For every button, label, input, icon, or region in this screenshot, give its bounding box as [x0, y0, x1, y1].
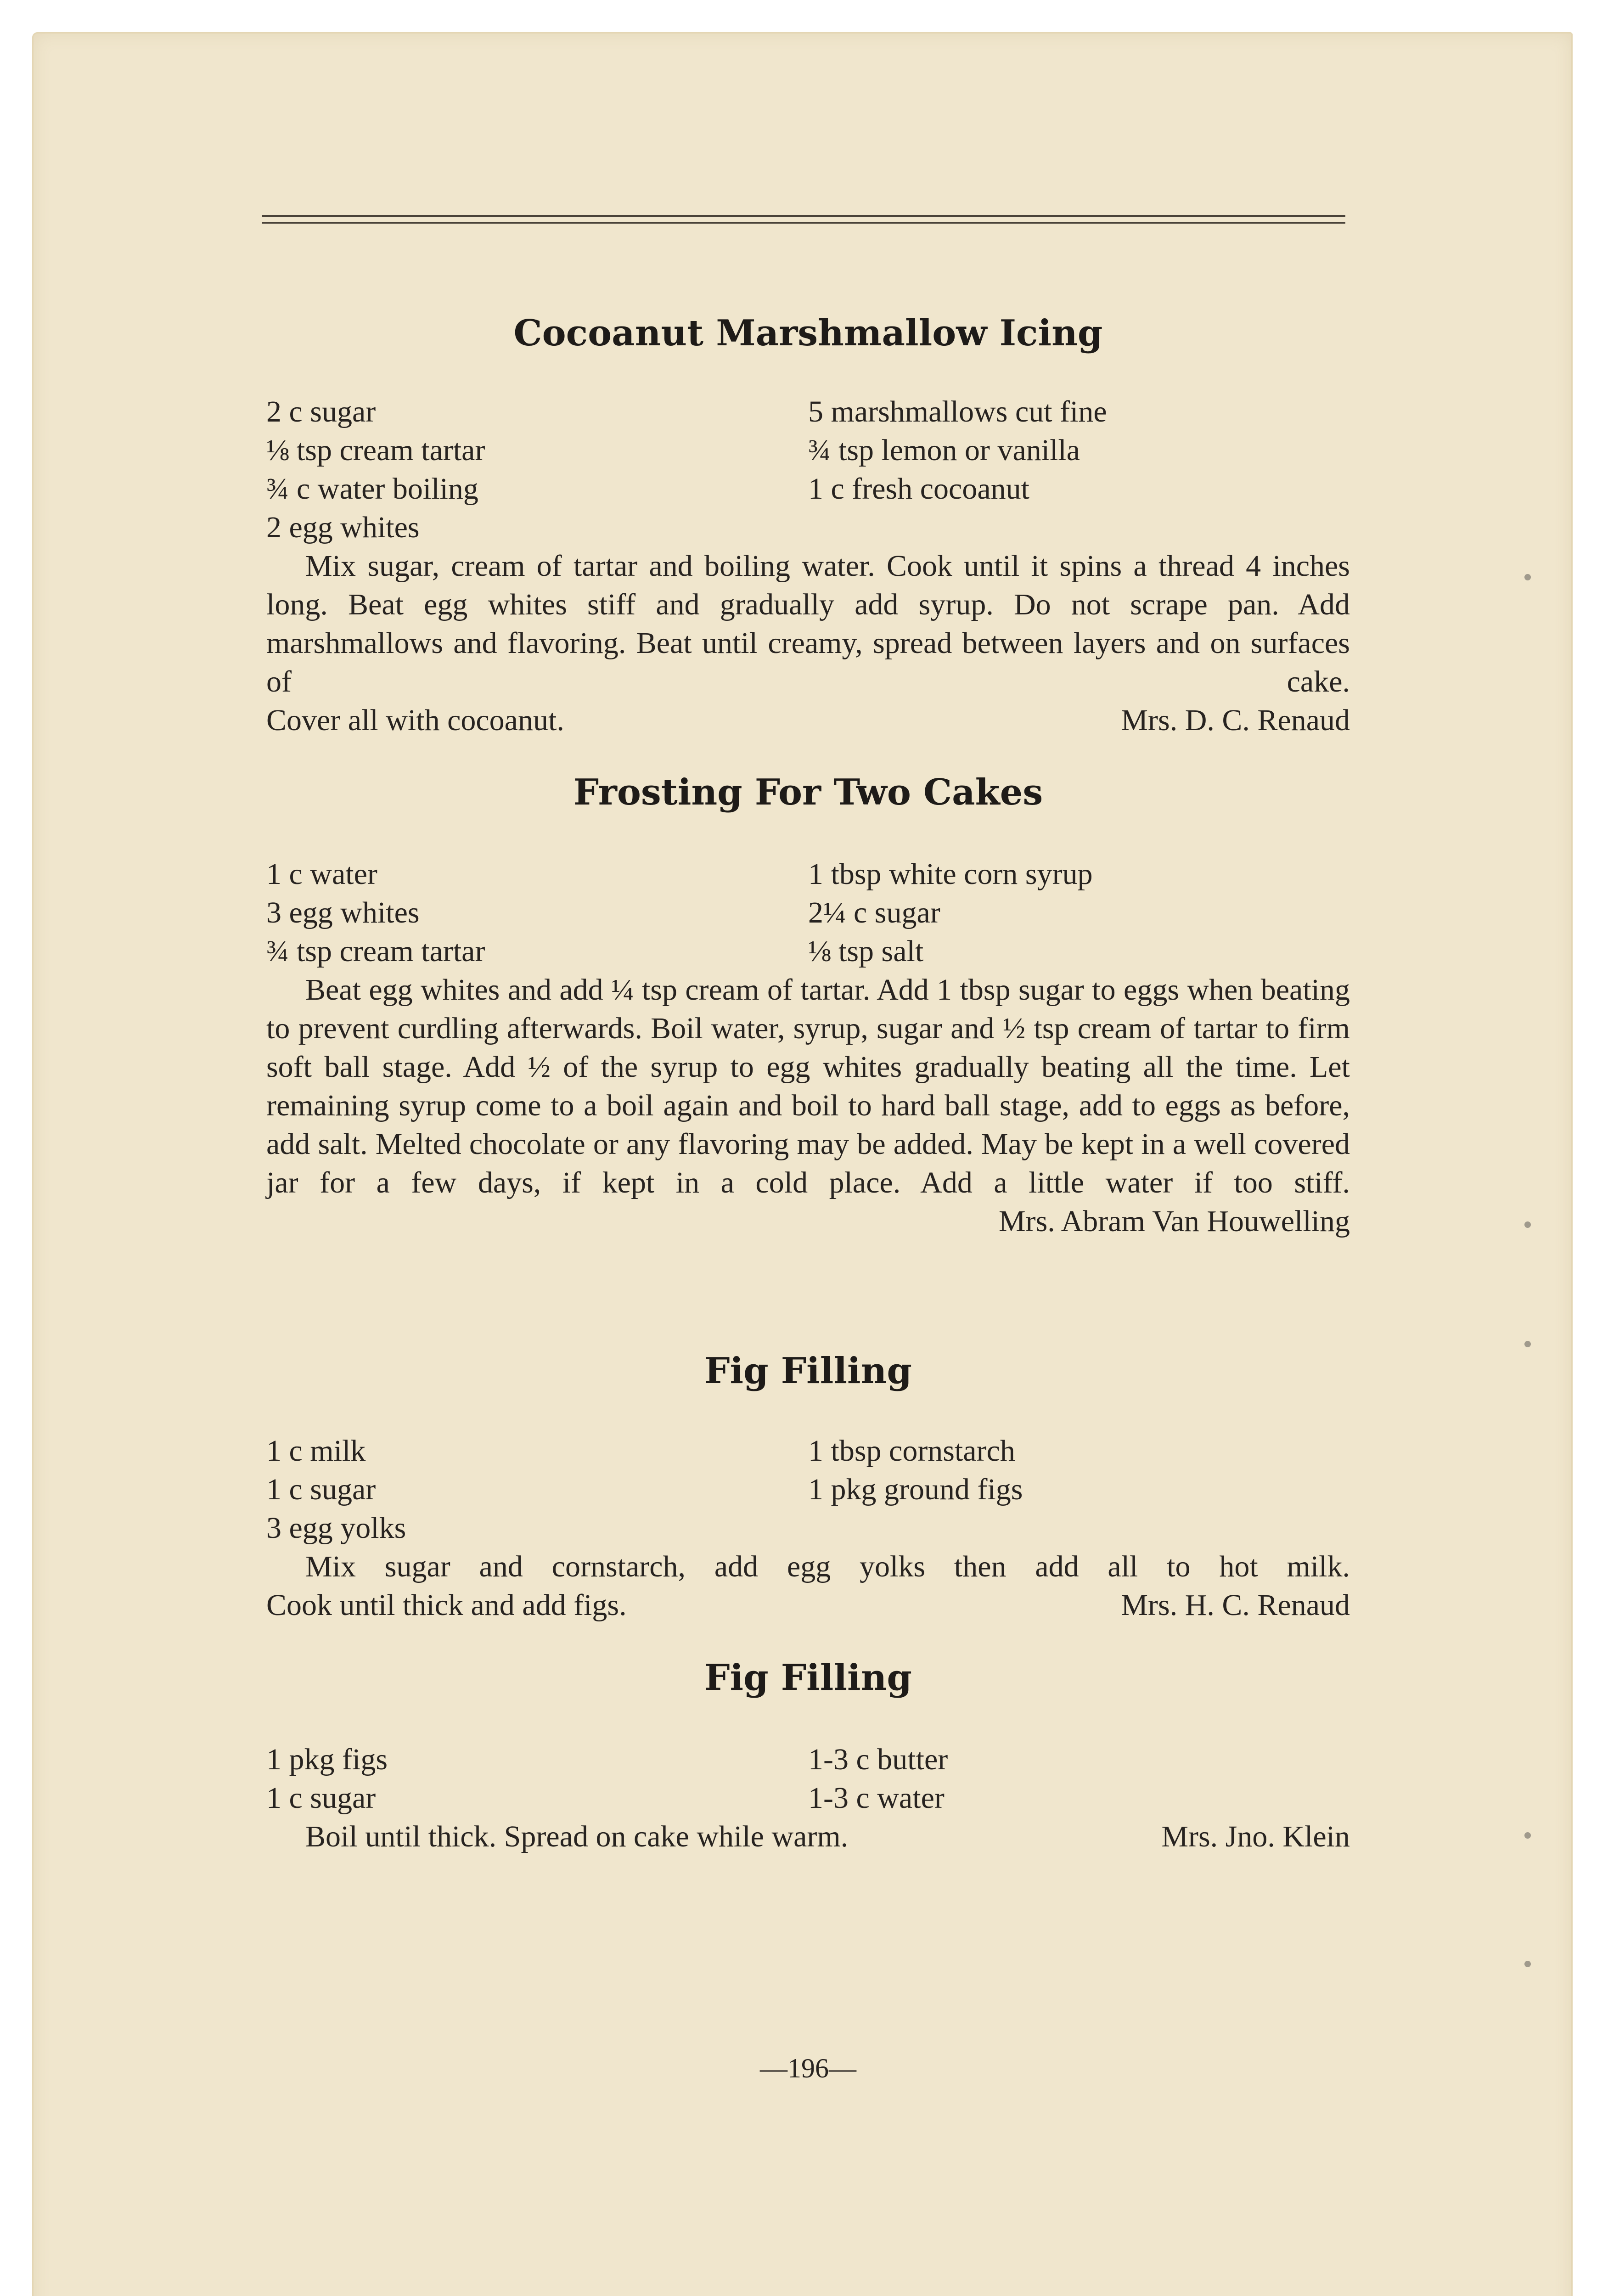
ingredient-list — [266, 855, 1350, 971]
ingredient: ¾ c water boiling — [266, 472, 478, 506]
recipe-author: Mrs. D. C. Renaud — [1121, 703, 1350, 737]
ingredient: ¾ tsp lemon or vanilla — [808, 433, 1080, 467]
ingredient: 1 c sugar — [266, 1473, 376, 1506]
recipe-title: Frosting For Two Cakes — [573, 771, 1043, 813]
ingredient-list — [266, 393, 1350, 547]
recipe-title: Fig Filling — [704, 1657, 912, 1699]
ingredient-column-left — [266, 1432, 808, 1548]
ingredient: 1-3 c water — [808, 1781, 945, 1815]
recipe-author: Mrs. Abram Van Houwelling — [998, 1204, 1350, 1238]
paper-speck — [1524, 574, 1531, 580]
ingredient: 5 marshmallows cut fine — [808, 395, 1107, 428]
ingredient: 1 tbsp cornstarch — [808, 1434, 1015, 1468]
ingredient-column-left — [266, 855, 808, 971]
recipe-instructions — [266, 547, 1350, 740]
ingredient: ¾ tsp cream tartar — [266, 934, 485, 968]
recipe-author: Mrs. Jno. Klein — [1161, 1820, 1350, 1853]
paper-speck — [1524, 1832, 1531, 1839]
ingredient: 1 c milk — [266, 1434, 366, 1468]
ingredient-column-right — [808, 1740, 1350, 1818]
instructions-text: Mix sugar and cornstarch, add egg yolks then add all to hot milk. — [305, 1550, 1350, 1583]
header-rule — [262, 215, 1345, 224]
ingredient-column-left — [266, 393, 808, 547]
ingredient: ⅛ tsp cream tartar — [266, 433, 485, 467]
ingredient-column-right — [808, 393, 1350, 547]
instructions-text: Mix sugar, cream of tartar and boiling water. Cook until it spins a thread 4 inches long. Beat egg whites stiff and gradually add syrup. Do not scrape pan. Add marshmallows and flavoring. Beat until creamy, spread between layers and on surfaces of cake. — [266, 549, 1350, 698]
recipe-author: Mrs. H. C. Renaud — [1121, 1588, 1350, 1622]
ingredient: 2¼ c sugar — [808, 896, 940, 929]
paper-speck — [1524, 1221, 1531, 1228]
paper-speck — [1524, 1341, 1531, 1347]
ingredient: 2 c sugar — [266, 395, 376, 428]
ingredient: 1 c water — [266, 857, 377, 891]
ingredient: 1 c fresh cocoanut — [808, 472, 1029, 506]
ingredient: 1 pkg figs — [266, 1743, 388, 1776]
recipe-instructions — [266, 971, 1350, 1241]
instructions-last-line: Boil until thick. Spread on cake while warm. — [305, 1820, 849, 1853]
recipe-instructions — [266, 1548, 1350, 1625]
ingredient: 2 egg whites — [266, 511, 420, 544]
page-number: —196— — [760, 2053, 856, 2083]
instructions-last-line: Cook until thick and add figs. — [266, 1588, 627, 1622]
ingredient: 1-3 c butter — [808, 1743, 948, 1776]
ingredient: 1 tbsp white corn syrup — [808, 857, 1093, 891]
instructions-last-line: Cover all with cocoanut. — [266, 703, 564, 737]
ingredient-column-right — [808, 1432, 1350, 1548]
ingredient-list — [266, 1432, 1350, 1548]
ingredient-column-left — [266, 1740, 808, 1818]
recipe-title: Cocoanut Marshmallow Icing — [513, 312, 1103, 354]
ingredient: ⅛ tsp salt — [808, 934, 924, 968]
ingredient-list — [266, 1740, 1350, 1818]
ingredient-column-right — [808, 855, 1350, 971]
recipe-title: Fig Filling — [704, 1350, 912, 1392]
ingredient: 1 pkg ground figs — [808, 1473, 1023, 1506]
instructions-text: Beat egg whites and add ¼ tsp cream of tartar. Add 1 tbsp sugar to eggs when beating to prevent curdling afterwards. Boil water, syrup, sugar and ½ tsp cream of tartar to firm soft ball stage. Add ½ of the syrup to egg whites gradually beating all the time. Let remaining syrup come to a boil again and boil to hard ball stage, add to eggs as before, add salt. Melted chocolate or any flavoring may be added. May be kept in a well covered jar for a few days, if kept in a cold place. Add a little water if too stiff. — [266, 973, 1350, 1199]
ingredient: 1 c sugar — [266, 1781, 376, 1815]
ingredient: 3 egg whites — [266, 896, 420, 929]
recipe-instructions — [266, 1818, 1350, 1856]
ingredient: 3 egg yolks — [266, 1511, 406, 1545]
paper-speck — [1524, 1961, 1531, 1967]
